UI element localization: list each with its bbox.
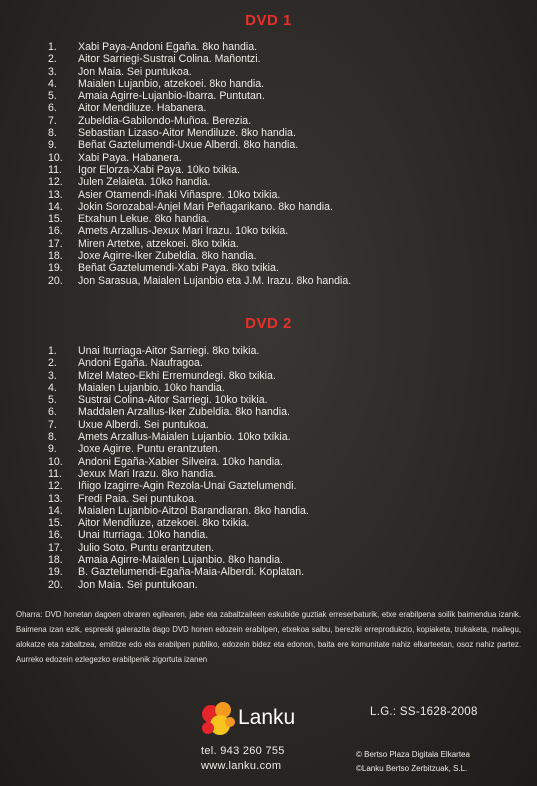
copyright-line-2: ©Lanku Bertso Zerbitzuak, S.L.: [356, 764, 468, 773]
track-number: 16.: [48, 529, 63, 542]
track-number: 12.: [48, 480, 63, 493]
track-number: 15.: [48, 517, 63, 530]
track-title: Andoni Egaña. Naufragoa.: [78, 357, 203, 370]
track-title: Jexux Mari Irazu. 8ko handia.: [78, 467, 217, 480]
track-number: 10.: [48, 455, 63, 468]
track-number: 17.: [48, 237, 63, 250]
track-number: 16.: [48, 225, 63, 238]
track-item: [48, 78, 518, 90]
track-item: [48, 41, 518, 53]
track-number: 8.: [48, 127, 57, 140]
track-number: 2.: [48, 53, 57, 66]
track-title: Zubeldia-Gabilondo-Muñoa. Berezia.: [78, 114, 252, 127]
track-item: [48, 262, 518, 274]
track-number: 3.: [48, 65, 57, 78]
track-item: [48, 201, 518, 213]
track-number: 6.: [48, 102, 57, 115]
track-number: 13.: [48, 188, 63, 201]
track-number: 19.: [48, 262, 63, 275]
track-item: [48, 394, 518, 406]
track-number: 9.: [48, 443, 57, 456]
track-item: [48, 566, 518, 578]
track-number: 20.: [48, 578, 63, 591]
track-number: 19.: [48, 566, 63, 579]
track-title: Aitor Mendiluze, atzekoei. 8ko txikia.: [78, 517, 250, 530]
track-title: Amaia Agirre-Maialen Lujanbio. 8ko handia.: [78, 554, 283, 567]
track-title: Asier Otamendi-Iñaki Viñaspre. 10ko txikia.: [78, 188, 281, 201]
track-title: Aitor Sarriegi-Sustrai Colina. Mañontzi.: [78, 53, 261, 66]
track-item: [48, 406, 518, 418]
track-title: Mizel Mateo-Ekhi Erremundegi. 8ko txikia.: [78, 369, 276, 382]
track-item: [48, 102, 518, 114]
track-title: Jon Sarasua, Maialen Lujanbio eta J.M. Irazu. 8ko handia.: [78, 274, 352, 287]
track-item: [48, 53, 518, 65]
track-title: Amets Arzallus-Jexux Mari Irazu. 10ko txikia.: [78, 225, 289, 238]
track-title: Jon Maia. Sei puntukoa.: [78, 65, 192, 78]
track-number: 8.: [48, 431, 57, 444]
track-item: [48, 443, 518, 455]
track-number: 7.: [48, 114, 57, 127]
track-item: [48, 213, 518, 225]
track-number: 18.: [48, 554, 63, 567]
track-title: Jokin Sorozabal-Anjel Mari Peñagarikano. 8ko handia.: [78, 200, 333, 213]
track-number: 18.: [48, 250, 63, 263]
dvd2-track-list: [48, 345, 518, 591]
track-item: [48, 480, 518, 492]
track-title: Etxahun Lekue. 8ko handia.: [78, 213, 210, 226]
track-item: [48, 542, 518, 554]
track-title: Aitor Mendiluze. Habanera.: [78, 102, 207, 115]
track-number: 1.: [48, 345, 57, 357]
track-item: [48, 164, 518, 176]
dvd1-track-list: [48, 41, 518, 287]
track-item: [48, 517, 518, 529]
copyright-line-1: © Bertso Plaza Digitala Elkartea: [356, 750, 470, 759]
track-number: 2.: [48, 357, 57, 370]
track-title: Andoni Egaña-Xabier Silveira. 10ko handia.: [78, 455, 283, 468]
copyright-notice: Oharra: DVD honetan dagoen obraren egilearen, jabe eta zabaltzaileen eskubide guztiak erreserbaturik, etxe erabilpena soilik baimendua izanik. Baimena izan ezik, espreski galerazita dago DVD honen edozein erabilpen, etxekoa salbu, bereziki erreprodukzio, kopiaketa, trukaketa, mailegu, alokatze eta zabaltzea, emititze edo eta erabilpen publiko, edozein bidez eta edonon, baita ere komunitate nahiz elkarteetan, osoz nahiz partez. Aurreko edozein ezlegezko erabilpenik zigortuta izanen: [16, 610, 521, 664]
track-number: 12.: [48, 176, 63, 189]
track-item: [48, 419, 518, 431]
track-number: 10.: [48, 151, 63, 164]
track-item: [48, 505, 518, 517]
track-number: 4.: [48, 77, 57, 90]
track-title: Xabi Paya-Andoni Egaña. 8ko handia.: [78, 41, 258, 53]
dvd2-title: DVD 2: [245, 315, 292, 332]
track-number: 11.: [48, 163, 62, 176]
track-title: Amets Arzallus-Maialen Lujanbio. 10ko txikia.: [78, 431, 291, 444]
track-item: [48, 382, 518, 394]
track-number: 13.: [48, 492, 63, 505]
track-title: Fredi Paia. Sei puntukoa.: [78, 492, 197, 505]
track-item: [48, 90, 518, 102]
track-item: [48, 250, 518, 262]
track-number: 14.: [48, 200, 63, 213]
track-item: [48, 275, 518, 287]
track-item: [48, 189, 518, 201]
track-item: [48, 370, 518, 382]
phone-number: tel. 943 260 755: [201, 745, 285, 757]
track-title: Julen Zelaieta. 10ko handia.: [78, 176, 211, 189]
track-title: Miren Artetxe, atzekoei. 8ko txikia.: [78, 237, 239, 250]
track-number: 20.: [48, 274, 63, 287]
track-title: Joxe Agirre-Iker Zubeldia. 8ko handia.: [78, 250, 257, 263]
track-title: Julio Soto. Puntu erantzuten.: [78, 541, 215, 554]
track-item: [48, 66, 518, 78]
track-number: 7.: [48, 418, 57, 431]
track-item: [48, 127, 518, 139]
track-item: [48, 345, 518, 357]
track-item: [48, 493, 518, 505]
track-title: Beñat Gaztelumendi-Uxue Alberdi. 8ko handia.: [78, 139, 299, 152]
track-item: [48, 579, 518, 591]
track-item: [48, 529, 518, 541]
track-item: [48, 431, 518, 443]
track-number: 11.: [48, 467, 62, 480]
legal-deposit: L.G.: SS-1628-2008: [370, 706, 478, 718]
track-number: 15.: [48, 213, 63, 226]
track-item: [48, 225, 518, 237]
track-title: Maialen Lujanbio-Aitzol Barandiaran. 8ko handia.: [78, 504, 309, 517]
track-title: Unai Iturriaga. 10ko handia.: [78, 529, 209, 542]
track-title: Jon Maia. Sei puntukoan.: [78, 578, 198, 591]
track-title: Igor Elorza-Xabi Paya. 10ko txikia.: [78, 163, 240, 176]
track-number: 17.: [48, 541, 63, 554]
track-item: [48, 357, 518, 369]
lanku-brand-name: Lanku: [238, 706, 296, 729]
track-number: 6.: [48, 406, 57, 419]
track-item: [48, 468, 518, 480]
track-title: Uxue Alberdi. Sei puntukoa.: [78, 418, 209, 431]
track-title: Maialen Lujanbio. 10ko handia.: [78, 381, 225, 394]
track-title: B. Gaztelumendi-Egaña-Maia-Alberdi. Koplatan.: [78, 566, 305, 579]
track-title: Joxe Agirre. Puntu erantzuten.: [78, 443, 221, 456]
track-item: [48, 152, 518, 164]
track-title: Xabi Paya. Habanera.: [78, 151, 182, 164]
track-title: Amaia Agirre-Lujanbio-Ibarra. Puntutan.: [78, 90, 265, 103]
track-item: [48, 176, 518, 188]
track-number: 14.: [48, 504, 63, 517]
track-title: Unai Iturriaga-Aitor Sarriegi. 8ko txikia.: [78, 345, 260, 357]
track-number: 3.: [48, 369, 57, 382]
website-link[interactable]: www.lanku.com: [201, 760, 282, 772]
track-number: 1.: [48, 41, 57, 53]
track-title: Beñat Gaztelumendi-Xabi Paya. 8ko txikia.: [78, 262, 279, 275]
track-title: Sustrai Colina-Aitor Sarriegi. 10ko txikia.: [78, 394, 268, 407]
track-number: 5.: [48, 90, 57, 103]
track-item: [48, 238, 518, 250]
track-item: [48, 115, 518, 127]
track-number: 5.: [48, 394, 57, 407]
dvd1-title: DVD 1: [245, 12, 292, 29]
track-number: 9.: [48, 139, 57, 152]
track-number: 4.: [48, 381, 57, 394]
track-title: Maddalen Arzallus-Iker Zubeldia. 8ko handia.: [78, 406, 290, 419]
track-title: Sebastian Lizaso-Aitor Mendiluze. 8ko handia.: [78, 127, 296, 140]
track-item: [48, 554, 518, 566]
track-item: [48, 139, 518, 151]
track-title: Iñigo Izagirre-Agin Rezola-Unai Gaztelumendi.: [78, 480, 297, 493]
track-title: Maialen Lujanbio, atzekoei. 8ko handia.: [78, 77, 265, 90]
track-item: [48, 456, 518, 468]
